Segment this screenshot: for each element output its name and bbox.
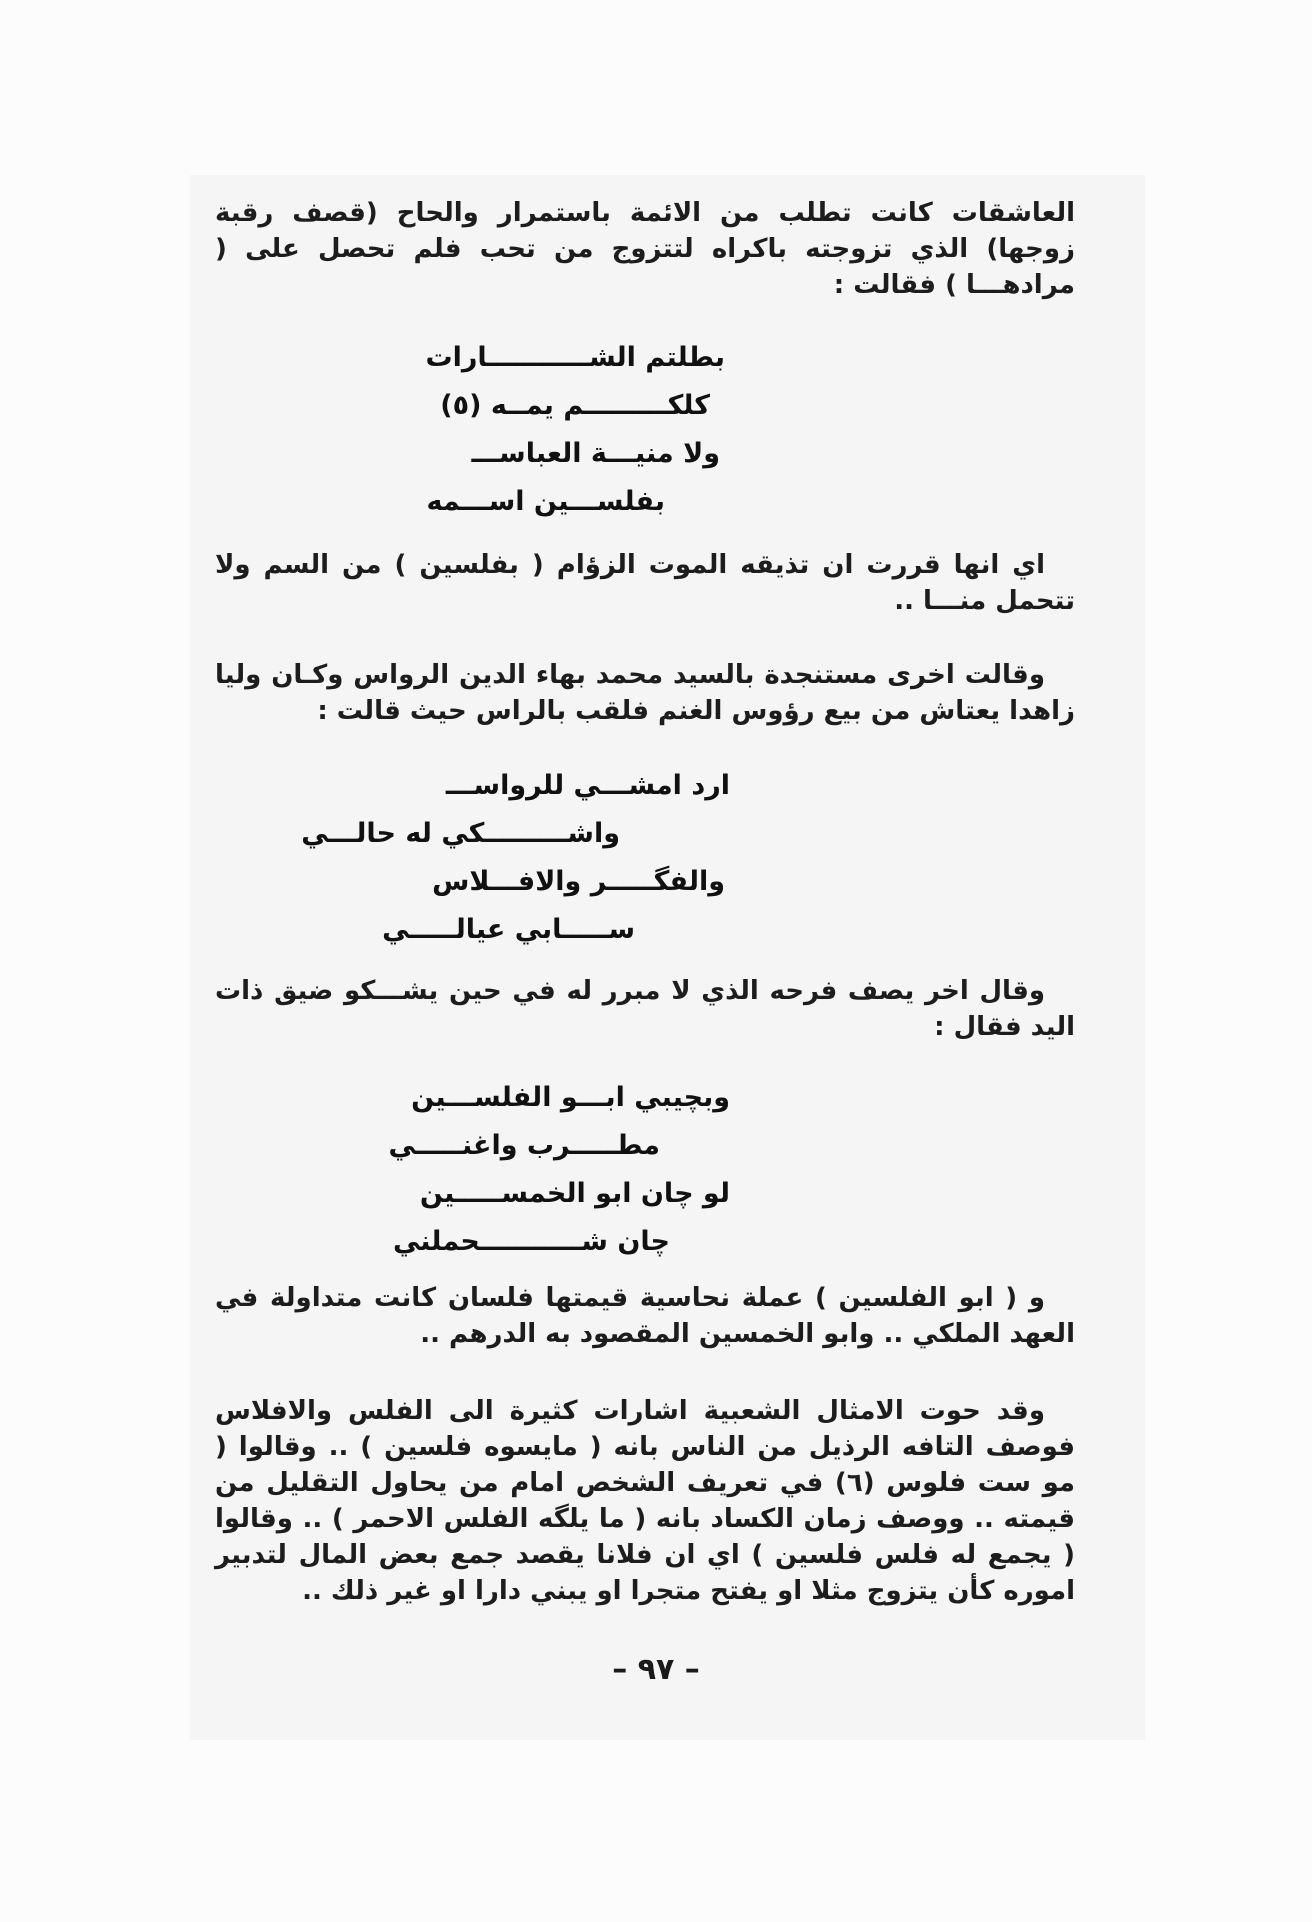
paragraph-2: اي انها قررت ان تذيقه الموت الزؤام ( بفلسين ) من السم ولا تتحمل منـــا ..	[215, 550, 1075, 616]
verse-line: ولا منيـــة العباســـ	[471, 438, 720, 469]
verse-line: والفگـــــر والافـــلاس	[432, 866, 725, 897]
paragraph-3: وقالت اخرى مستنجدة بالسيد محمد بهاء الدين الرواس وكـان وليا زاهدا يعتاش من بيع رؤوس الغنم فلقب بالراس حيث قالت :	[215, 660, 1075, 726]
verse-line: مطـــــرب واغنـــــي	[388, 1130, 660, 1161]
paragraph-1: العاشقات كانت تطلب من الائمة باستمرار والحاح (قصف رقبة زوجها) الذي تزوجته باكراه لتتزوج من تحب فلم تحصل على ( مرادهـــا ) فقالت :	[215, 198, 1075, 300]
verse-line: ارد امشـــي للرواســـ	[445, 770, 730, 801]
paragraph-4: وقال اخر يصف فرحه الذي لا مبرر له في حين يشـــكو ضيق ذات اليد فقال :	[215, 976, 1075, 1042]
page-number: – ٩٧ –	[612, 1652, 700, 1687]
verse-line: واشـــــــــكي له حالـــي	[301, 818, 620, 849]
verse-line: چان شـــــــــــحملني	[392, 1226, 670, 1257]
verse-line: ســـــابي عيالـــــي	[382, 914, 635, 945]
paragraph-5: و ( ابو الفلسين ) عملة نحاسية قيمتها فلسان كانت متداولة في العهد الملكي .. وابو الخمسين المقصود به الدرهم ..	[215, 1283, 1075, 1349]
paragraph-6: وقد حوت الامثال الشعبية اشارات كثيرة الى الفلس والافلاس فوصف التافه الرذيل من الناس بانه ( مايسوه فلسين ) .. وقالوا ( مو ست فلوس (٦) في تعريف الشخص امام من يحاول التقليل من قيمته .. ووصف زمان الكساد بانه ( ما يلگه الفلس الاحمر ) .. وقالوا ( يجمع له فلس فلسين ) اي ان فلانا يقصد جمع بعض المال لتدبير اموره كأن يتزوج مثلا او يفتح متجرا او يبني دارا او غير ذلك ..	[215, 1396, 1076, 1606]
verse-line: كلكـــــــــم يمــه (٥)	[440, 390, 710, 421]
verse-line: لو چان ابو الخمســـــين	[419, 1178, 730, 1209]
verse-line: بطلتم الشـــــــــــارات	[425, 342, 725, 373]
verse-line: وبچيبي ابـــو الفلســـين	[411, 1082, 730, 1113]
verse-line: بفلســـين اســـمه	[426, 486, 665, 517]
